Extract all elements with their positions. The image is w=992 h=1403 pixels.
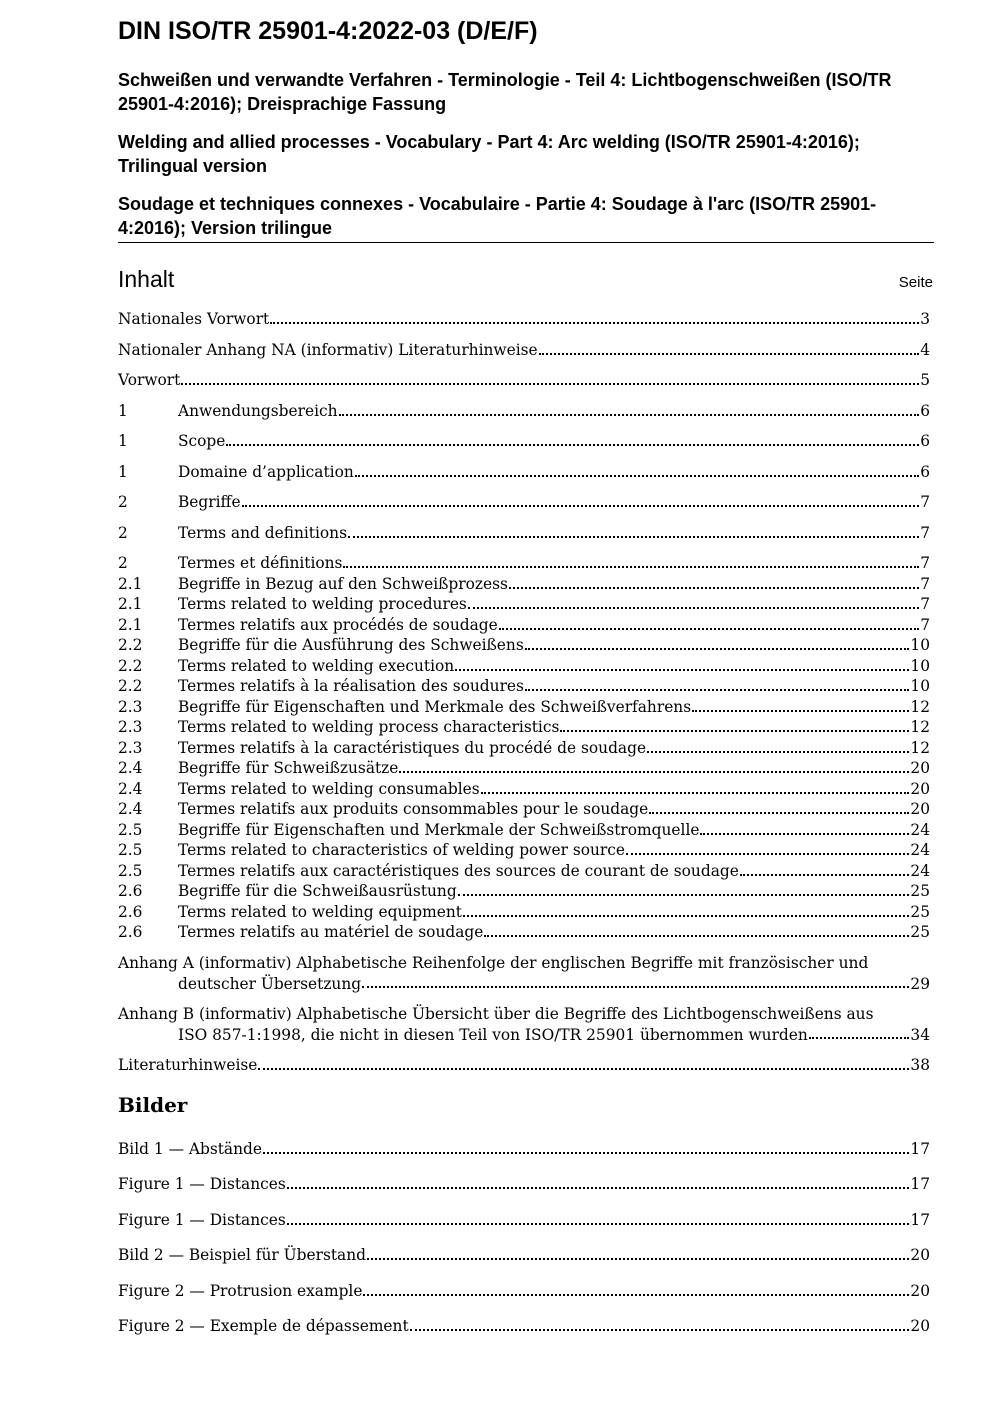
figure-entry[interactable]	[118, 1174, 930, 1195]
dot-leader	[700, 832, 909, 835]
toc-entry-page: 25	[910, 923, 930, 941]
toc-entry-text: Termes relatifs aux produits consommables pour le soudage	[178, 800, 649, 818]
dot-leader	[649, 811, 909, 814]
dot-leader	[339, 413, 920, 416]
figure-entry[interactable]	[118, 1139, 930, 1160]
dot-leader	[348, 535, 919, 538]
toc-annex-a-line1: Anhang A (informativ) Alphabetische Reihenfolge der englischen Begriffe mit französischer und	[118, 954, 869, 972]
toc-entry-number: 1	[118, 463, 128, 481]
toc-entry[interactable]	[118, 431, 930, 452]
document-header	[118, 14, 934, 243]
figure-entry-text: Figure 1 — Distances	[118, 1175, 286, 1193]
toc-entry-page: 7	[920, 554, 930, 572]
toc-entry-page: 7	[920, 524, 930, 542]
toc-entry-page: 3	[920, 310, 930, 328]
subtitle-english: Welding and allied processes - Vocabulary - Part 4: Arc welding (ISO/TR 25901-4:2016); Trilingual version	[118, 132, 860, 176]
toc-entry-number: 2.2	[118, 677, 143, 695]
dot-leader	[647, 750, 909, 753]
toc-entry-text: Termes relatifs à la réalisation des soudures	[178, 677, 524, 695]
toc-entry-text: Scope	[178, 432, 226, 450]
toc-entry-number: 2.6	[118, 923, 143, 941]
toc-entry[interactable]	[118, 758, 930, 779]
toc-entry-text: Termes relatifs aux caractéristiques des sources de courant de soudage	[178, 862, 739, 880]
toc-entry[interactable]	[118, 635, 930, 656]
dot-leader	[343, 565, 919, 568]
dot-leader	[481, 791, 910, 794]
toc-entry-page: 20	[910, 759, 930, 777]
title-divider	[118, 242, 934, 243]
figure-entry[interactable]	[118, 1316, 930, 1337]
dot-leader	[287, 1222, 910, 1225]
dot-leader	[458, 893, 910, 896]
dot-leader	[363, 1293, 909, 1296]
toc-entry-text: Terms related to welding process characteristics	[178, 718, 560, 736]
toc-entry-number: 2.4	[118, 800, 143, 818]
toc-entry-number: 2.6	[118, 882, 143, 900]
toc-literature[interactable]	[118, 1055, 930, 1076]
toc-entry[interactable]	[118, 656, 930, 677]
figure-entry-page: 17	[910, 1211, 930, 1229]
toc-entry-text: Begriffe	[178, 493, 241, 511]
toc-entry[interactable]	[118, 594, 930, 615]
dot-leader	[270, 321, 919, 324]
figure-entry-text: Figure 1 — Distances	[118, 1211, 286, 1229]
toc-entry[interactable]	[118, 861, 930, 882]
dot-leader	[242, 504, 920, 507]
toc-entry-number: 2.1	[118, 616, 143, 634]
toc-entry[interactable]	[118, 462, 930, 483]
toc-entry[interactable]	[118, 615, 930, 636]
dot-leader	[362, 985, 909, 988]
dot-leader	[468, 606, 919, 609]
toc-entry[interactable]	[118, 902, 930, 923]
dot-leader	[525, 688, 909, 691]
toc-entry[interactable]	[118, 738, 930, 759]
toc-entry-page: 6	[920, 463, 930, 481]
toc-entry-number: 2.4	[118, 759, 143, 777]
dot-leader	[287, 1186, 910, 1189]
dot-leader	[367, 1257, 909, 1260]
toc-entry-number: 2.1	[118, 595, 143, 613]
figure-entry-text: Figure 2 — Exemple de dépassement	[118, 1317, 409, 1335]
toc-entry-page: 7	[920, 595, 930, 613]
toc-entry-text: Begriffe in Bezug auf den Schweißprozess	[178, 575, 508, 593]
toc-entry[interactable]	[118, 820, 930, 841]
dot-leader	[539, 352, 920, 355]
figure-entry[interactable]	[118, 1210, 930, 1231]
dot-leader	[692, 709, 909, 712]
figures-heading: Bilder	[118, 1093, 188, 1117]
dot-leader	[455, 668, 909, 671]
subtitle-german: Schweißen und verwandte Verfahren - Terminologie - Teil 4: Lichtbogenschweißen (ISO/TR 25901-4:2016); Dreisprachige Fassung	[118, 70, 892, 114]
toc-entry-text: Begriffe für Eigenschaften und Merkmale des Schweißverfahrens	[178, 698, 692, 716]
dot-leader	[355, 474, 919, 477]
toc-entry[interactable]	[118, 492, 930, 513]
toc-entry-page: 10	[910, 677, 930, 695]
toc-entry-page: 7	[920, 575, 930, 593]
toc-entry[interactable]	[118, 553, 930, 574]
toc-entry-text: Domaine d’application	[178, 463, 354, 481]
toc-entry-page: 5	[920, 371, 930, 389]
toc-annex-b-line2: ISO 857-1:1998, die nicht in diesen Teil von ISO/TR 25901 übernommen wurden	[178, 1025, 808, 1044]
toc-annex-b-line1: Anhang B (informativ) Alphabetische Übersicht über die Begriffe des Lichtbogenschweißens aus	[118, 1005, 874, 1023]
toc-entry-text: Nationaler Anhang NA (informativ) Literaturhinweise	[118, 341, 538, 359]
page-column-label: Seite	[898, 274, 933, 291]
toc-entry-page: 4	[920, 341, 930, 359]
toc-entry-page: 12	[910, 718, 930, 736]
toc-entry-page: 10	[910, 636, 930, 654]
toc-entry[interactable]	[118, 717, 930, 738]
dot-leader	[181, 382, 919, 385]
toc-entry-text: Terms and definitions	[178, 524, 347, 542]
toc-entry-number: 2.1	[118, 575, 143, 593]
toc-entry-number: 2.2	[118, 636, 143, 654]
toc-entry-number: 2.2	[118, 657, 143, 675]
figure-entry-page: 17	[910, 1140, 930, 1158]
dot-leader	[263, 1151, 909, 1154]
dot-leader	[740, 873, 910, 876]
toc-entry-number: 2	[118, 524, 128, 542]
toc-literature-page: 38	[910, 1056, 930, 1074]
dot-leader	[626, 852, 909, 855]
toc-entry-text: Terms related to welding execution	[178, 657, 455, 675]
toc-entry-number: 2	[118, 554, 128, 572]
document-title: DIN ISO/TR 25901-4:2022-03 (D/E/F)	[118, 17, 538, 45]
toc-entry-text: Termes et définitions	[178, 554, 343, 572]
toc-entry-text: Begriffe für die Ausführung des Schweißens	[178, 636, 524, 654]
dot-leader	[258, 1067, 909, 1070]
toc-entry-text: Termes relatifs aux procédés de soudage	[178, 616, 498, 634]
toc-entry-text: Termes relatifs à la caractéristiques du procédé de soudage	[178, 739, 647, 757]
dot-leader	[399, 770, 909, 773]
toc-entry[interactable]	[118, 779, 930, 800]
toc-entry-number: 2	[118, 493, 128, 511]
toc-entry-text: Terms related to welding consumables	[178, 780, 480, 798]
toc-entry-page: 6	[920, 402, 930, 420]
toc-literature-text: Literaturhinweise	[118, 1056, 258, 1074]
dot-leader	[509, 586, 919, 589]
toc-entry-page: 25	[910, 903, 930, 921]
toc-entry-page: 6	[920, 432, 930, 450]
toc-entry[interactable]	[118, 922, 930, 943]
toc-entry-text: Begriffe für Eigenschaften und Merkmale der Schweißstromquelle	[178, 821, 700, 839]
toc-entry-number: 1	[118, 432, 128, 450]
dot-leader	[809, 1036, 910, 1039]
toc-entry-page: 12	[910, 698, 930, 716]
toc-entry[interactable]	[118, 697, 930, 718]
toc-entry[interactable]	[118, 840, 930, 861]
dot-leader	[410, 1328, 910, 1331]
toc-entry[interactable]	[118, 799, 930, 820]
toc-entry-number: 2.3	[118, 698, 143, 716]
toc-entry-page: 24	[910, 841, 930, 859]
toc-entry-number: 2.6	[118, 903, 143, 921]
figure-entry-page: 20	[910, 1246, 930, 1264]
toc-entry[interactable]	[118, 340, 930, 361]
toc-entry[interactable]	[118, 523, 930, 544]
toc-entry[interactable]	[118, 370, 930, 391]
toc-entry[interactable]	[118, 401, 930, 422]
toc-entry-page: 12	[910, 739, 930, 757]
toc-entry-text: Vorwort	[118, 371, 181, 389]
toc-entry-page: 7	[920, 616, 930, 634]
figure-entry-text: Bild 2 — Beispiel für Überstand	[118, 1246, 366, 1264]
figure-entry-page: 17	[910, 1175, 930, 1193]
dot-leader	[463, 914, 909, 917]
dot-leader	[525, 647, 910, 650]
figure-entry[interactable]	[118, 1281, 930, 1302]
toc-annex-a-page: 29	[910, 974, 930, 993]
dot-leader	[226, 443, 919, 446]
toc-entry-page: 10	[910, 657, 930, 675]
figure-entry[interactable]	[118, 1245, 930, 1266]
toc-header	[118, 265, 933, 297]
toc-entry-page: 20	[910, 800, 930, 818]
toc-entry[interactable]	[118, 574, 930, 595]
toc-entry[interactable]	[118, 309, 930, 330]
toc-entry-number: 2.5	[118, 821, 143, 839]
figure-entry-page: 20	[910, 1282, 930, 1300]
toc-entry-number: 2.3	[118, 739, 143, 757]
toc-annex-a-line2: deutscher Übersetzung	[178, 974, 362, 993]
subtitle-french: Soudage et techniques connexes - Vocabulaire - Partie 4: Soudage à l'arc (ISO/TR 25901-4:2016); Version trilingue	[118, 194, 877, 238]
toc-entry-text: Terms related to characteristics of welding power source	[178, 841, 626, 859]
figure-entry-text: Bild 1 — Abstände	[118, 1140, 262, 1158]
toc-annex-b-page: 34	[910, 1025, 930, 1044]
toc-entry-text: Begriffe für die Schweißausrüstung	[178, 882, 457, 900]
toc-heading: Inhalt	[118, 266, 175, 292]
toc-entry-number: 2.4	[118, 780, 143, 798]
dot-leader	[499, 627, 919, 630]
toc-entry-number: 2.5	[118, 841, 143, 859]
toc-entry-text: Begriffe für Schweißzusätze	[178, 759, 399, 777]
toc-entry-text: Nationales Vorwort	[118, 310, 270, 328]
toc-entry-page: 24	[910, 862, 930, 880]
toc-entry-text: Terms related to welding procedures	[178, 595, 467, 613]
dot-leader	[560, 729, 909, 732]
toc-entry-page: 20	[910, 780, 930, 798]
figure-entry-page: 20	[910, 1317, 930, 1335]
toc-entry-number: 2.5	[118, 862, 143, 880]
toc-annex-b[interactable]	[118, 1004, 930, 1045]
toc-entry-number: 1	[118, 402, 128, 420]
toc-entry-page: 25	[910, 882, 930, 900]
toc-entry-number: 2.3	[118, 718, 143, 736]
toc-entry-text: Termes relatifs au matériel de soudage	[178, 923, 484, 941]
toc-entry[interactable]	[118, 676, 930, 697]
toc-entry-page: 7	[920, 493, 930, 511]
toc-entry-text: Terms related to welding equipment	[178, 903, 462, 921]
figure-entry-text: Figure 2 — Protrusion example	[118, 1282, 363, 1300]
dot-leader	[484, 934, 909, 937]
toc-entry-text: Anwendungsbereich	[178, 402, 338, 420]
toc-entry-page: 24	[910, 821, 930, 839]
toc-annex-a[interactable]	[118, 953, 930, 994]
toc-entry[interactable]	[118, 881, 930, 902]
